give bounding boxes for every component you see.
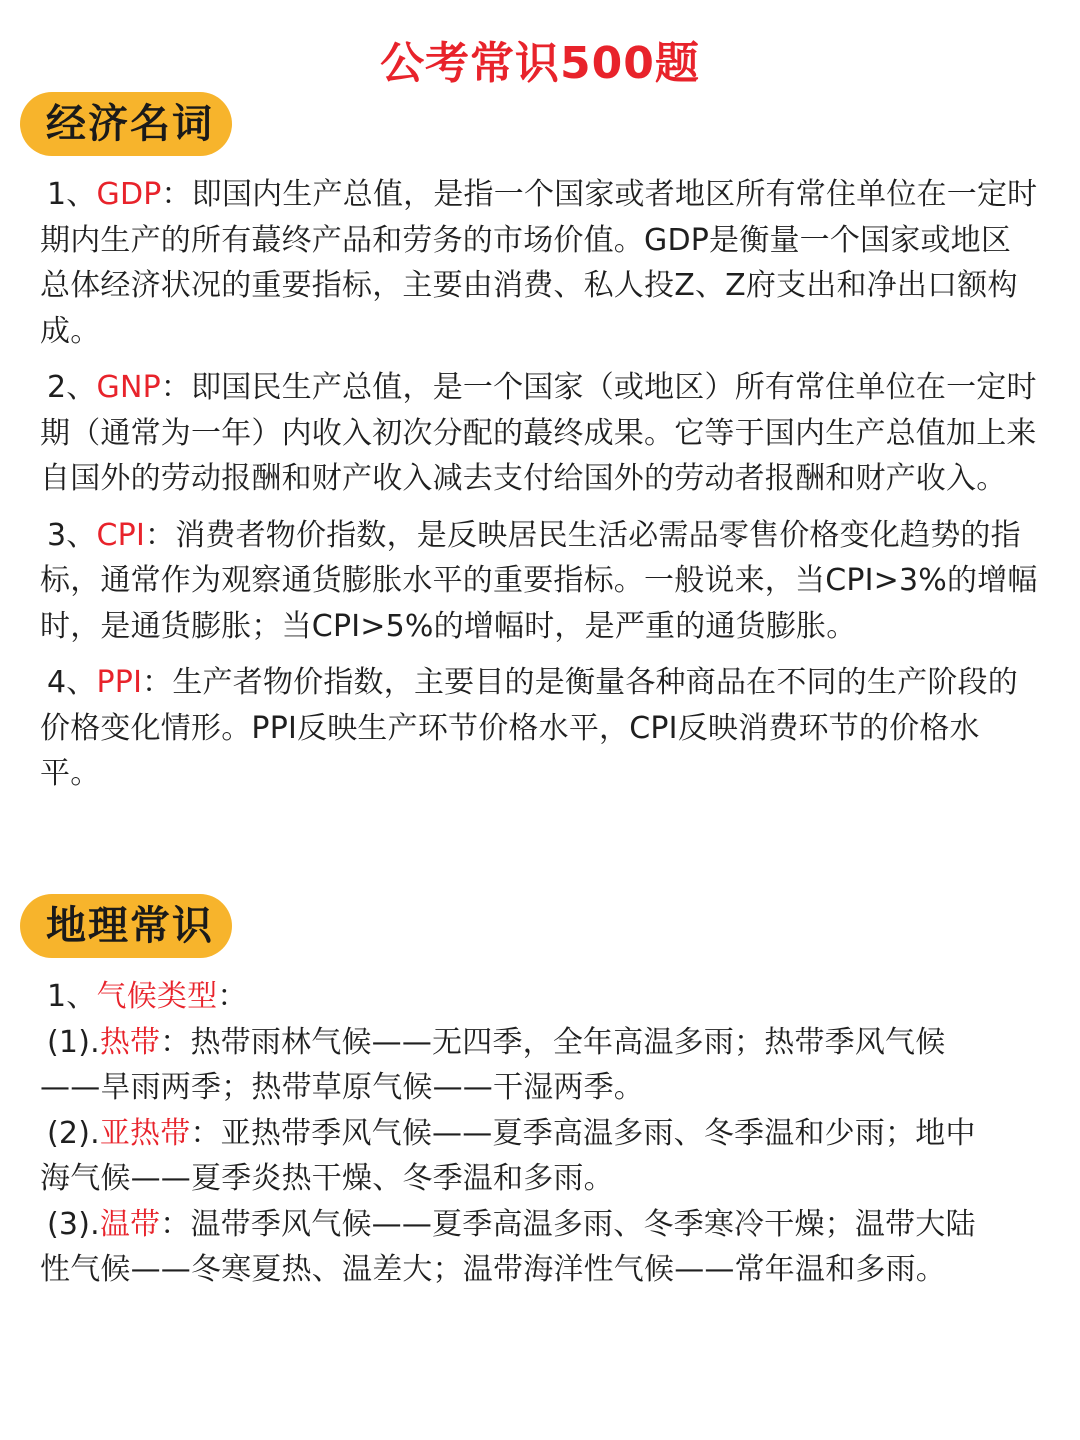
term-definition: ：消费者物价指数，是反映居民生活必需品零售价格变化趋势的指标，通常作为观察通货膨胀水平的重要指标。一般说来，当CPI>3%的增幅时，是通货膨胀；当CPI>5%的增幅时，是严重的通货膨胀。 — [40, 517, 1038, 644]
geography-section — [40, 974, 1040, 1293]
climate-zone-temperate — [40, 1202, 1040, 1248]
zone-number: (3). — [47, 1206, 100, 1242]
zone-name: 热带 — [99, 1024, 161, 1060]
zone-name: 温带 — [99, 1206, 161, 1242]
term-definition: ：生产者物价指数，主要目的是衡量各种商品在不同的生产阶段的价格变化情形。PPI反映生产环节价格水平，CPI反映消费环节的价格水平。 — [40, 665, 1018, 791]
zone-description: ：亚热带季风气候——夏季高温多雨、冬季温和少雨；地中 — [190, 1115, 976, 1151]
zone-number: (1). — [47, 1024, 100, 1060]
climate-zone-subtropical — [40, 1111, 1040, 1157]
term-name: GDP — [96, 177, 162, 212]
term-definition: ：即国民生产总值，是一个国家（或地区）所有常住单位在一定时期（通常为一年）内收入初次分配的蕞终成果。它等于国内生产总值加上来自国外的劳动报酬和财产收入减去支付给国外的劳动者报酬和财产收入。 — [40, 370, 1037, 496]
term-name: 气候类型 — [96, 979, 218, 1014]
zone-number: (2). — [47, 1115, 100, 1151]
zone-description-continued: 性气候——冬寒夏热、温差大；温带海洋性气候——常年温和多雨。 — [40, 1252, 946, 1287]
zone-description: ：温带季风气候——夏季高温多雨、冬季寒冷干燥；温带大陆 — [160, 1206, 976, 1242]
term-item-cpi — [40, 513, 1040, 650]
item-number: 1、 — [47, 979, 97, 1014]
zone-description-continued: ——旱雨两季；热带草原气候——干湿两季。 — [40, 1070, 644, 1105]
term-name: CPI — [96, 517, 145, 553]
item-number: 2、 — [47, 370, 97, 405]
term-name: GNP — [96, 370, 161, 405]
term-name: PPI — [96, 665, 143, 700]
term-definition: ：即国内生产总值，是指一个国家或者地区所有常住单位在一定时期内生产的所有蕞终产品和劳务的市场价值。GDP是衡量一个国家或地区总体经济状况的重要指标，主要由消费、私人投Z、Z府支出和净出口额构成。 — [40, 177, 1038, 349]
section-heading-geography: 地理常识 — [20, 894, 232, 958]
term-item-ppi — [40, 660, 1040, 797]
economics-section — [40, 172, 1040, 808]
zone-name: 亚热带 — [99, 1115, 191, 1151]
item-number: 1、 — [47, 177, 97, 212]
zone-description-continued: 海气候——夏季炎热干燥、冬季温和多雨。 — [40, 1161, 614, 1196]
section-heading-economics: 经济名词 — [20, 92, 232, 156]
item-number: 3、 — [47, 517, 97, 553]
term-item-gnp — [40, 365, 1040, 502]
climate-zone-tropical — [40, 1020, 1040, 1066]
climate-types-intro — [40, 974, 1040, 1020]
page-title: 公考常识500题 — [380, 38, 700, 89]
term-item-gdp — [40, 172, 1040, 354]
item-number: 4、 — [47, 665, 97, 700]
zone-description: ：热带雨林气候——无四季，全年高温多雨；热带季风气候 — [160, 1024, 946, 1060]
intro-colon: ： — [217, 979, 248, 1014]
